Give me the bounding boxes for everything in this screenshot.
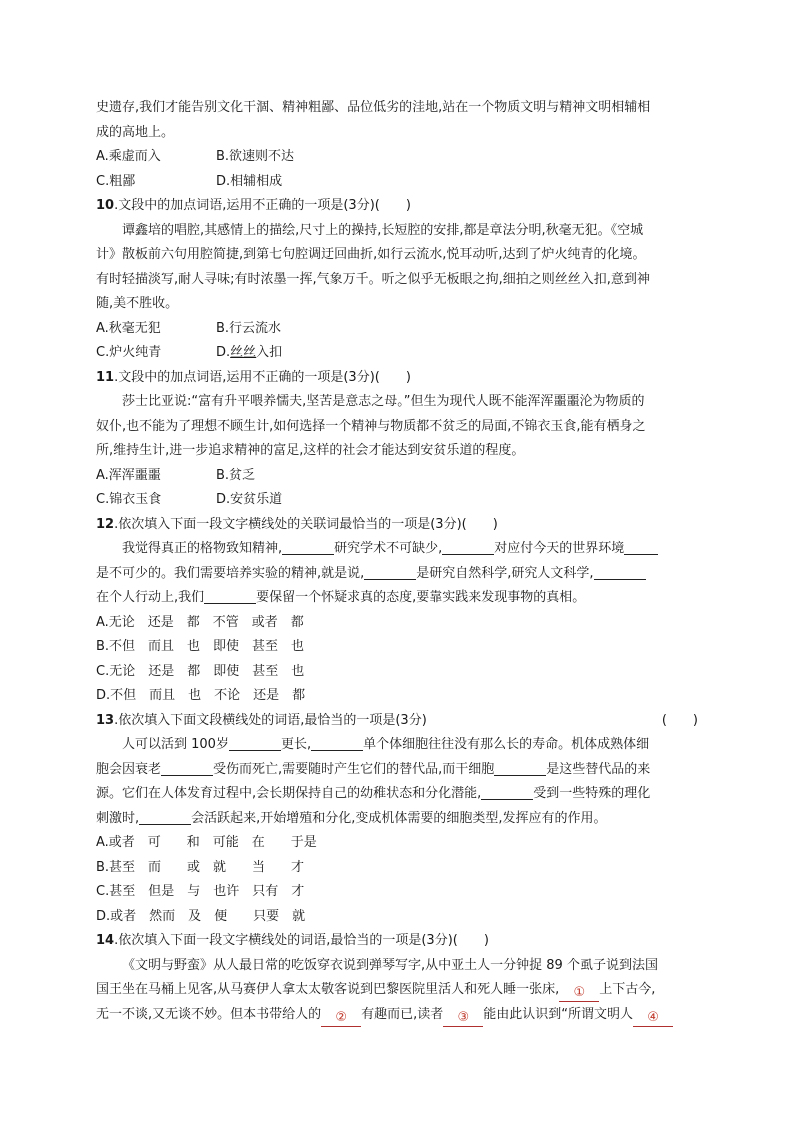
answer-blank bbox=[494, 761, 546, 776]
answer-blank bbox=[311, 736, 363, 751]
q12-passage-line: 是不可少的。我们需要培养实验的精神,就是说, 是研究自然科学,研究人文科学, bbox=[96, 562, 698, 587]
q13-passage-line: 胞会因衰老 受伤而死亡,需要随时产生它们的替代品,而干细胞 是这些替代品的来 bbox=[96, 761, 651, 777]
question-11-stem: 11.文段中的加点词语,运用不正确的一项是(3分)( ) bbox=[96, 369, 411, 385]
question-number: 14 bbox=[96, 933, 115, 948]
answer-blank bbox=[204, 589, 256, 604]
numbered-blank: ④ bbox=[633, 1010, 673, 1027]
answer-blank bbox=[161, 761, 213, 776]
q11-passage-line: 莎士比亚说:“富有升平喂养懦夫,坚苦是意志之母。”但生为现代人既不能浑浑噩噩沦为物质的 bbox=[122, 394, 645, 409]
question-number: 11 bbox=[96, 369, 115, 385]
question-number: 12 bbox=[96, 516, 115, 532]
answer-paren: ( ) bbox=[661, 712, 698, 728]
option-b: B.贫乏 bbox=[216, 467, 256, 483]
answer-blank bbox=[594, 565, 646, 580]
option-d: D.相辅相成 bbox=[216, 173, 283, 189]
question-14-stem: 14.依次填入下面一段文字横线处的词语,最恰当的一项是(3分)( ) bbox=[96, 933, 489, 948]
option-a: A.乘虚而入 bbox=[96, 149, 161, 164]
question-10-stem: 10.文段中的加点词语,运用不正确的一项是(3分)( ) bbox=[96, 198, 411, 213]
q13-passage-line: 人可以活到 100岁 更长, 单个体细胞往往没有那么长的寿命。机体成熟体细 bbox=[122, 737, 650, 752]
option-b: B.甚至 而 或 就 当 才 bbox=[96, 859, 305, 875]
answer-blank bbox=[282, 540, 334, 555]
q11-options bbox=[96, 464, 698, 513]
answer-blank bbox=[481, 785, 533, 800]
option-a: A.浑浑噩噩 bbox=[96, 467, 161, 483]
answer-blank bbox=[364, 565, 416, 580]
option-d: D.或者 然而 及 便 只要 就 bbox=[96, 908, 306, 924]
q14-passage-line: 《文明与野蛮》从人最日常的吃饭穿衣说到弹琴写字,从中亚土人一分钟捉 89 个虱子说到法国 bbox=[122, 957, 658, 973]
option-c: C.炉火纯青 bbox=[96, 345, 162, 360]
q10-passage-line: 计》散板前六句用腔简捷,到第七句腔调迂回曲折,如行云流水,悦耳动听,达到了炉火纯青的化境。 bbox=[96, 247, 646, 262]
intro-line-2: 成的高地上。 bbox=[96, 124, 175, 140]
q11-passage-line: 所,维持生计,进一步追求精神的富足,这样的社会才能达到安贫乐道的程度。 bbox=[96, 443, 525, 458]
option-d: D.丝丝入扣 bbox=[216, 345, 283, 360]
question-12-stem: 12.依次填入下面一段文字横线处的关联词最恰当的一项是(3分)( ) bbox=[96, 516, 498, 532]
option-b: B.不但 而且 也 即使 甚至 也 bbox=[96, 639, 305, 654]
answer-blank bbox=[442, 540, 494, 555]
q10-passage-line: 随,美不胜收。 bbox=[96, 296, 179, 311]
answer-blank bbox=[229, 736, 281, 751]
option-a: A.秋毫无犯 bbox=[96, 320, 161, 336]
option-c: C.锦衣玉食 bbox=[96, 492, 162, 507]
option-c: C.甚至 但是 与 也许 只有 才 bbox=[96, 884, 305, 899]
q13-passage-line: 刺激时, 会活跃起来,开始增殖和分化,变成机体需要的细胞类型,发挥应有的作用。 bbox=[96, 810, 607, 826]
numbered-blank: ② bbox=[321, 1010, 361, 1027]
q12-passage-line: 在个人行动上,我们 要保留一个怀疑求真的态度,要靠实践来发现事物的真相。 bbox=[96, 590, 586, 605]
question-number: 10 bbox=[96, 198, 115, 213]
q14-passage-line: 无一不谈,又无谈不妙。但本书带给人的 ② 有趣而已,读者 ③ 能由此认识到“所谓文明人 ④ bbox=[96, 1003, 698, 1028]
option-a: A.无论 还是 都 不管 或者 都 bbox=[96, 614, 304, 630]
answer-blank bbox=[624, 540, 658, 555]
answer-blank bbox=[139, 810, 191, 825]
question-number: 13 bbox=[96, 712, 115, 728]
question-13-stem: 13.依次填入下面文段横线处的词语,最恰当的一项是(3分) ( ) bbox=[96, 709, 698, 734]
q14-passage-line: 国王坐在马桶上见客,从马赛伊人拿太太敬客说到巴黎医院里活人和死人睡一张床, ① 上下古今, bbox=[96, 982, 656, 1000]
option-b: B.行云流水 bbox=[216, 320, 282, 336]
option-d: D.不但 而且 也 不论 还是 都 bbox=[96, 688, 306, 703]
option-c: C.粗鄙 bbox=[96, 173, 136, 189]
option-c: C.无论 还是 都 即使 甚至 也 bbox=[96, 663, 305, 679]
option-d: D.安贫乐道 bbox=[216, 492, 283, 507]
numbered-blank: ③ bbox=[443, 1010, 483, 1027]
q10-passage-line: 有时轻描淡写,耐人寻味;有时浓墨一挥,气象万千。听之似乎无板眼之拘,细拍之则丝丝入扣,意到神 bbox=[96, 271, 650, 287]
q10-options bbox=[96, 317, 698, 366]
intro-line-1: 史遗存,我们才能告别文化干涸、精神粗鄙、品位低劣的洼地,站在一个物质文明与精神文明相辅相 bbox=[96, 100, 651, 115]
q13-passage-line: 源。它们在人体发育过程中,会长期保持自己的幼稚状态和分化潜能, 受到一些特殊的理化 bbox=[96, 786, 651, 801]
q12-passage-line: 我觉得真正的格物致知精神, 研究学术不可缺少, 对应付今天的世界环境 bbox=[96, 537, 698, 562]
document-page bbox=[96, 96, 698, 1027]
q10-passage-line: 谭鑫培的唱腔,其感情上的描绘,尺寸上的操持,长短腔的安排,都是章法分明,秋毫无犯。《空城 bbox=[122, 222, 644, 238]
q11-passage-line: 奴仆,也不能为了理想不顾生计,如何选择一个精神与物质都不贫乏的局面,不锦衣玉食,能有栖身之 bbox=[96, 418, 646, 434]
intro-options bbox=[96, 145, 698, 194]
option-a: A.或者 可 和 可能 在 于是 bbox=[96, 835, 317, 850]
numbered-blank: ① bbox=[559, 985, 599, 1002]
option-b: B.欲速则不达 bbox=[216, 149, 295, 164]
